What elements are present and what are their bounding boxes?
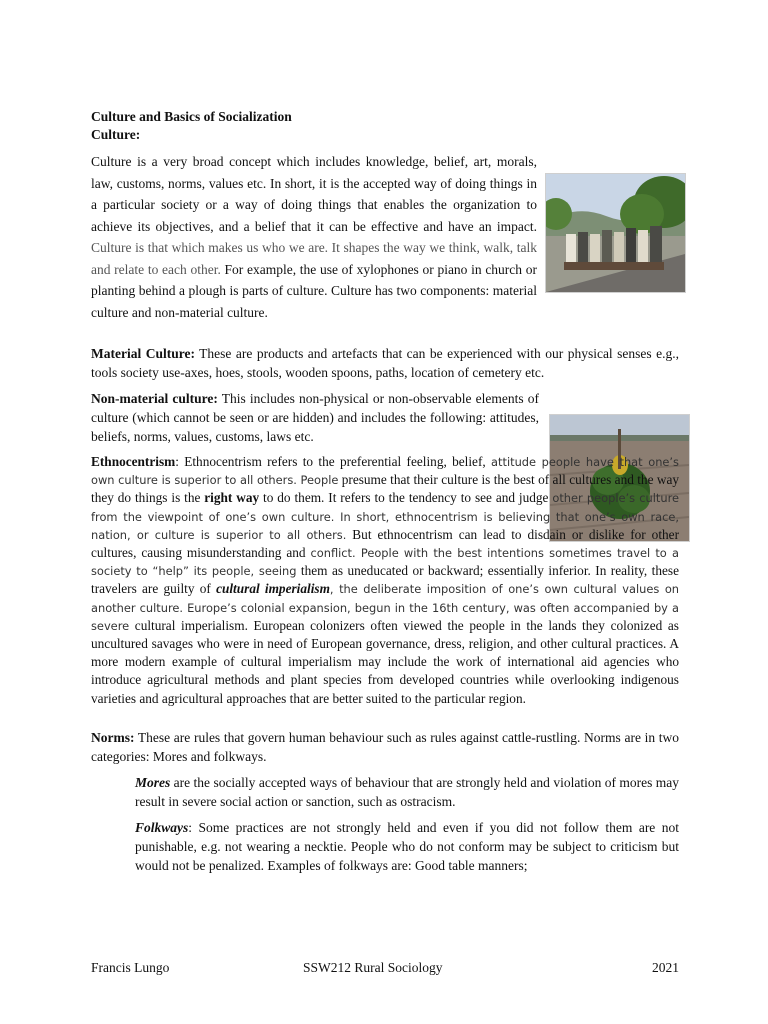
footer-year: 2021 [652, 960, 679, 975]
document-title: Culture and Basics of Socialization [91, 109, 292, 124]
folkways-paragraph: Folkways: Some practices are not strongly held and even if you did not follow them are not punishable, e.g. not wearing a necktie. People who do not conform may be subject to criticism but would not be penalized. Examples of folkways are: Good table manners; [135, 819, 679, 873]
document-page [91, 108, 679, 875]
footer-course: SSW212 Rural Sociology [303, 960, 443, 975]
footer-author: Francis Lungo [91, 960, 170, 975]
mores-paragraph: Mores are the socially accepted ways of behaviour that are strongly held and violation of mores may result in severe social action or sanction, such as ostracism. [135, 774, 679, 809]
page-footer [91, 960, 679, 978]
ethnocentrism-paragraph: Ethnocentrism: Ethnocentrism refers to the preferential feeling, belief, attitude people have that one’s own culture is superior to all others. People presume that their culture is the best of all cultures and the way they do things is the right way to do them. It refers to the tendency to see and judge other people’s culture from the viewpoint of one’s own culture. In short, ethnocentrism is believing that one’s own race, nation, or culture is superior to all others. But ethnocentrism can lead to disdain or dislike for other cultures, causing misunderstanding and conflict. People with the best intentions sometimes travel to a society to “help” its people, seeing them as uneducated or backward; essentially inferior. In reality, these travelers are guilty of cultural imperialism, the deliberate imposition of one’s own cultural values on another culture. Europe’s colonial expansion, begun in the 16th century, was often accompanied by a severe cultural imperialism. European colonizers often viewed the people in the lands they colonized as uncultured savages who were in need of European governance, dress, religion, and other cultural practices. A more modern example of cultural imperialism may include the work of international aid agencies who introduce agricultural methods and plant species from developed countries while overlooking indigenous varieties and agricultural approaches that are better suited to the particular region. [91, 454, 680, 706]
non-material-culture-paragraph: Non-material culture: This includes non-physical or non-observable elements of culture (which cannot be seen or are hidden) and includes the following: attitudes, beliefs, norms, values, customs, laws etc. [91, 391, 539, 444]
norms-paragraph: Norms: These are rules that govern human behaviour such as rules against cattle-rustling. Norms are in two categories: Mores and folkways. [91, 729, 679, 764]
culture-paragraph: Culture is a very broad concept which includes knowledge, belief, art, morals, law, customs, norms, values etc. In short, it is the accepted way of doing things in a particular society or a way of doing things that enables the organization to achieve its objectives, and a belief that it can be effective and have an impact. Culture is that which makes us who we are. It shapes the way we think, walk, talk and relate to each other. For example, the use of xylophones or piano in church or planting behind a plough is parts of culture. Culture has two components: material culture and non-material culture. [91, 154, 537, 320]
section-title-culture: Culture: [91, 127, 141, 142]
material-culture-paragraph: Material Culture: These are products and artefacts that can be experienced with our physical senses e.g., tools society use-axes, hoes, stools, wooden spoons, paths, location of cemetery etc. [91, 346, 679, 380]
